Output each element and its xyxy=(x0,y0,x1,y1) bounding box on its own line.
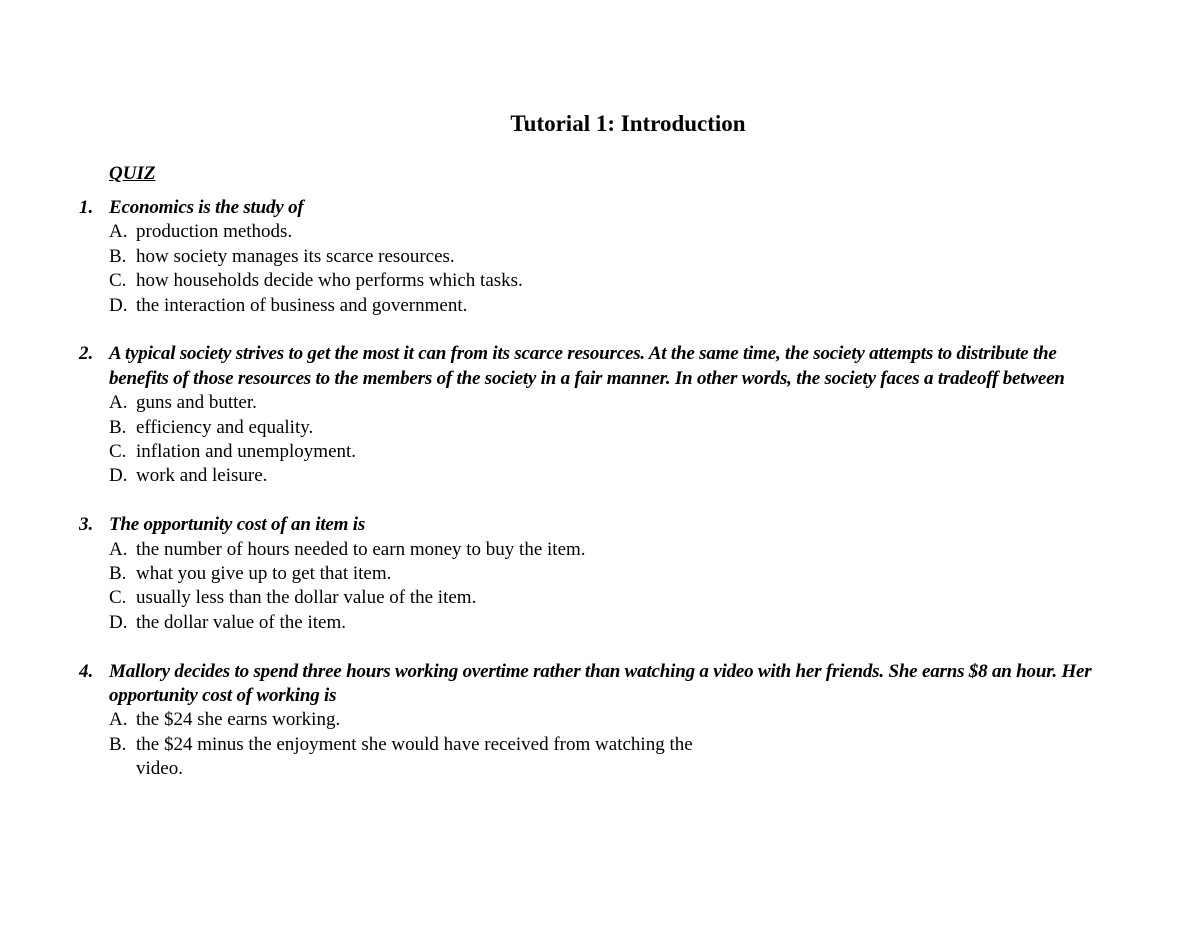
option-item xyxy=(109,611,1200,635)
option-text: what you give up to get that item. xyxy=(136,563,392,585)
option-letter: C. xyxy=(109,587,127,609)
option-text: the $24 minus the enjoyment she would have received from watching the video. xyxy=(136,733,693,780)
option-text: usually less than the dollar value of the item. xyxy=(136,587,477,609)
question-text: Mallory decides to spend three hours working overtime rather than watching a video with her friends. She earns $8 an hour. Her opportunity cost of working is xyxy=(109,660,1092,707)
option-letter: C. xyxy=(109,270,127,292)
option-text: efficiency and equality. xyxy=(136,416,314,438)
option-text: production methods. xyxy=(136,221,293,243)
question-text: The opportunity cost of an item is xyxy=(109,514,366,536)
option-item xyxy=(109,391,1200,415)
option-letter: A. xyxy=(109,392,128,414)
option-item xyxy=(109,708,1200,732)
option-text: inflation and unemployment. xyxy=(136,441,357,463)
question-1 xyxy=(0,196,1200,318)
question-list xyxy=(0,196,1200,806)
option-text: how households decide who performs which tasks. xyxy=(136,270,523,292)
option-list xyxy=(0,708,1200,781)
question-number: 4. xyxy=(79,660,94,682)
option-text: the dollar value of the item. xyxy=(136,611,346,633)
question-number: 2. xyxy=(79,343,94,365)
option-item xyxy=(109,586,1200,610)
option-text: work and leisure. xyxy=(136,465,268,487)
option-letter: B. xyxy=(109,563,127,585)
option-item xyxy=(109,416,1200,440)
question-text: A typical society strives to get the most it can from its scarce resources. At the same time, the society attempts to distribute the benefits of those resources to the members of the society in a fair manner. In other words, the society faces a tradeoff between xyxy=(109,343,1065,389)
option-text: guns and butter. xyxy=(136,392,257,414)
option-letter: B. xyxy=(109,416,127,438)
option-item xyxy=(109,294,1200,318)
option-letter: A. xyxy=(109,221,128,243)
option-item xyxy=(109,733,1200,782)
option-letter: C. xyxy=(109,441,127,463)
option-text: the number of hours needed to earn money to buy the item. xyxy=(136,538,586,560)
option-item xyxy=(109,538,1200,562)
option-letter: B. xyxy=(109,245,127,267)
option-item xyxy=(109,562,1200,586)
question-2 xyxy=(0,342,1200,488)
option-list xyxy=(0,391,1200,489)
option-item xyxy=(109,245,1200,269)
question-number: 1. xyxy=(79,197,94,218)
option-list xyxy=(0,220,1200,318)
quiz-heading: QUIZ xyxy=(109,163,156,184)
question-text: Economics is the study of xyxy=(109,197,304,218)
question-3 xyxy=(0,513,1200,635)
option-list xyxy=(0,538,1200,636)
option-letter: D. xyxy=(109,294,128,316)
option-text: how society manages its scarce resources. xyxy=(136,245,455,267)
question-number: 3. xyxy=(79,514,94,536)
question-4 xyxy=(0,660,1200,782)
page-title: Tutorial 1: Introduction xyxy=(510,111,746,136)
option-text: the $24 she earns working. xyxy=(136,709,341,731)
option-text: the interaction of business and government. xyxy=(136,294,468,316)
option-letter: A. xyxy=(109,709,128,731)
option-item xyxy=(109,269,1200,293)
option-item xyxy=(109,220,1200,244)
option-letter: B. xyxy=(109,733,127,755)
option-letter: A. xyxy=(109,538,128,560)
option-letter: D. xyxy=(109,611,128,633)
option-item xyxy=(109,440,1200,464)
option-item xyxy=(109,464,1200,488)
option-letter: D. xyxy=(109,465,128,487)
